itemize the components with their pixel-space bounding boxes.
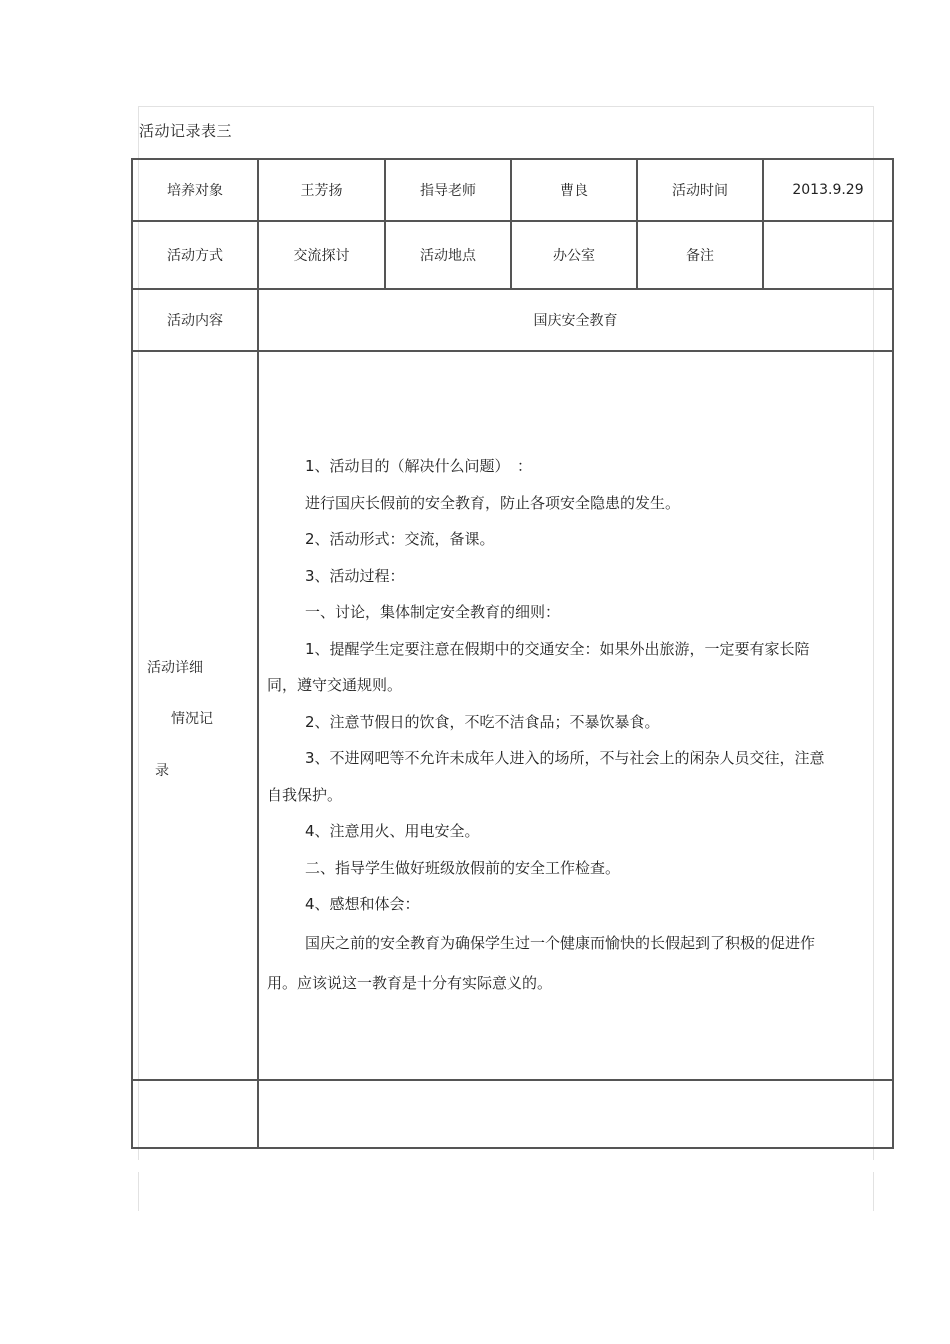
table-row bbox=[132, 221, 893, 289]
detail-label-line: 情况记 bbox=[171, 711, 213, 727]
detail-label-cell bbox=[132, 351, 258, 1080]
detail-content-cell bbox=[258, 351, 893, 1080]
method-label: 活动方式 bbox=[132, 221, 258, 289]
table-row bbox=[132, 159, 893, 221]
teacher-label: 指导老师 bbox=[385, 159, 511, 221]
detail-label-line: 活动详细 bbox=[147, 660, 203, 676]
teacher-value: 曹良 bbox=[511, 159, 637, 221]
target-value: 王芳扬 bbox=[258, 159, 385, 221]
detail-label-line: 录 bbox=[155, 763, 169, 779]
detail-paragraph: 二、指导学生做好班级放假前的安全工作检查。 bbox=[305, 858, 621, 877]
footer-label bbox=[132, 1080, 258, 1148]
content-value: 国庆安全教育 bbox=[258, 289, 893, 351]
detail-paragraph: 1、提醒学生定要注意在假期中的交通安全：如果外出旅游，一定要有家长陪同，遵守交通规则。 bbox=[267, 639, 810, 694]
content-label: 活动内容 bbox=[132, 289, 258, 351]
frame-gap bbox=[130, 1160, 890, 1172]
place-label: 活动地点 bbox=[385, 221, 511, 289]
time-value: 2013.9.29 bbox=[763, 159, 893, 221]
target-label: 培养对象 bbox=[132, 159, 258, 221]
detail-paragraph: 3、活动过程： bbox=[305, 566, 405, 585]
method-value: 交流探讨 bbox=[258, 221, 385, 289]
detail-body bbox=[267, 448, 827, 1003]
activity-record-table bbox=[131, 158, 894, 1149]
detail-paragraph: 2、活动形式：交流，备课。 bbox=[305, 530, 495, 548]
table-row bbox=[132, 289, 893, 351]
detail-paragraph: 3、不进网吧等不允许未成年人进入的场所，不与社会上的闲杂人员交往，注意自我保护。 bbox=[267, 749, 825, 804]
detail-paragraph: 国庆之前的安全教育为确保学生过一个健康而愉快的长假起到了积极的促进作用。应该说这一教育是十分有实际意义的。 bbox=[267, 933, 816, 992]
time-label: 活动时间 bbox=[637, 159, 763, 221]
note-label: 备注 bbox=[637, 221, 763, 289]
note-value bbox=[763, 221, 893, 289]
detail-paragraph: 4、注意用火、用电安全。 bbox=[305, 822, 480, 840]
place-value: 办公室 bbox=[511, 221, 637, 289]
detail-paragraph: 一、讨论，集体制定安全教育的细则： bbox=[305, 603, 561, 621]
footer-value bbox=[258, 1080, 893, 1148]
detail-paragraph: 4、感想和体会： bbox=[305, 895, 420, 913]
document-title: 活动记录表三 bbox=[139, 122, 233, 140]
detail-paragraph: 1、活动目的（解决什么问题） ： bbox=[305, 457, 533, 475]
table-row bbox=[132, 1080, 893, 1148]
table-row bbox=[132, 351, 893, 1080]
detail-paragraph: 进行国庆长假前的安全教育，防止各项安全隐患的发生。 bbox=[305, 493, 681, 512]
detail-paragraph: 2、注意节假日的饮食，不吃不洁食品；不暴饮暴食。 bbox=[305, 712, 660, 731]
